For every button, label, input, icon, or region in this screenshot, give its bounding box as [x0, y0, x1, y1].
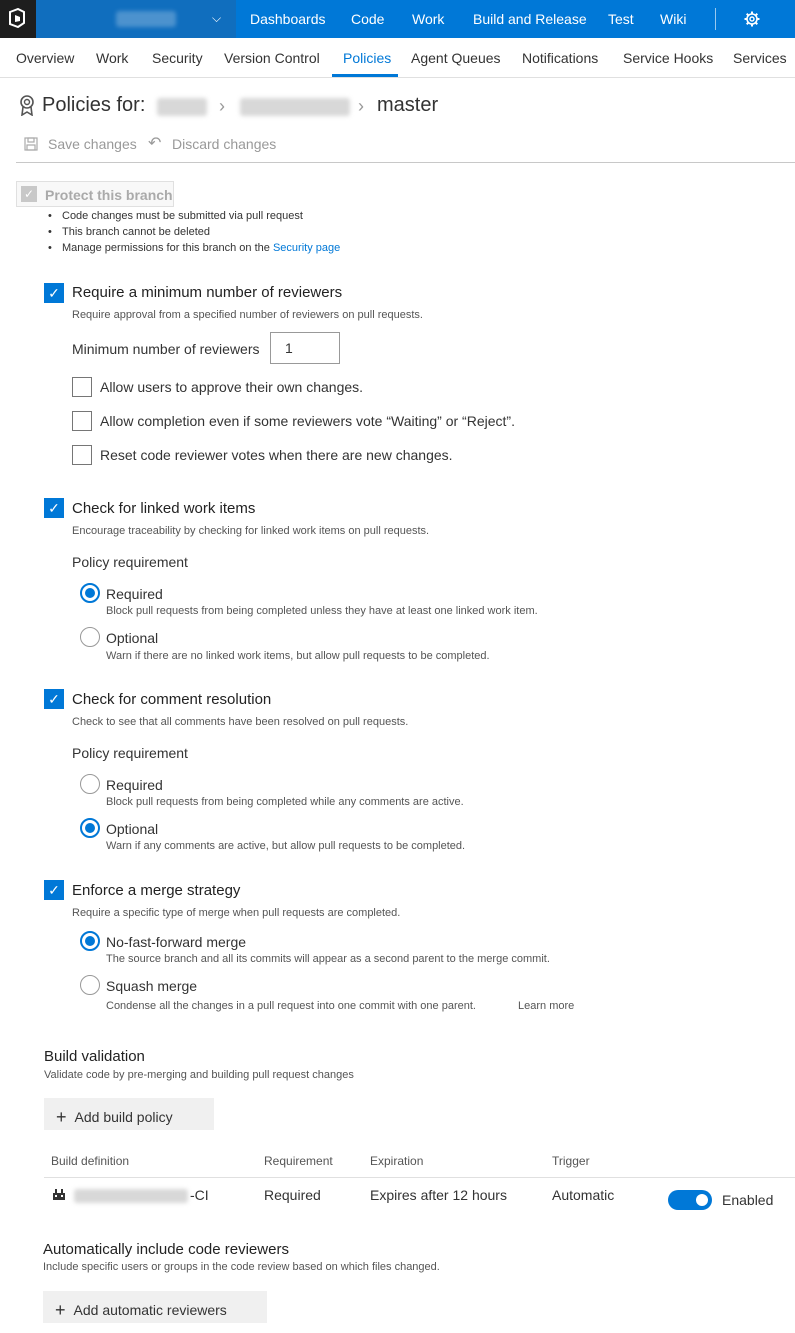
chevron-down-icon: ⌵ — [212, 11, 222, 25]
undo-icon: ↶ — [148, 135, 162, 152]
protect-branch-checkbox[interactable] — [16, 181, 174, 207]
gear-icon[interactable] — [744, 11, 760, 27]
linked-items-optional-label: Optional — [106, 630, 159, 646]
vsts-logo-icon — [7, 8, 27, 28]
allow-self-approve-label: Allow users to approve their own changes. — [100, 379, 364, 395]
linked-items-required-label: Required — [106, 586, 163, 602]
hub-work[interactable]: Work — [412, 11, 445, 27]
add-automatic-reviewers-label: Add automatic reviewers — [73, 1302, 227, 1318]
enabled-toggle[interactable] — [668, 1190, 712, 1210]
merge-strategy-title: Enforce a merge strategy — [72, 882, 241, 899]
auto-reviewers-desc: Include specific users or groups in the code review based on which files changed. — [43, 1261, 440, 1273]
page-title: Policies for: — [42, 94, 146, 116]
toolbar-divider — [16, 162, 795, 163]
comment-resolution-required-radio[interactable] — [80, 774, 100, 794]
hub-dashboards[interactable]: Dashboards — [250, 11, 326, 27]
comment-resolution-optional-desc: Warn if any comments are active, but allow pull requests to be completed. — [106, 840, 466, 852]
comment-resolution-requirement-label: Policy requirement — [72, 745, 188, 761]
build-trigger: Automatic — [552, 1187, 615, 1203]
hub-build-release[interactable]: Build and Release — [473, 11, 587, 27]
breadcrumb-project-redacted[interactable] — [157, 98, 207, 116]
comment-resolution-checkbox[interactable]: ✓ — [44, 689, 64, 709]
top-bar — [0, 0, 795, 38]
min-reviewers-title: Require a minimum number of reviewers — [72, 284, 343, 301]
add-automatic-reviewers-button[interactable] — [43, 1291, 267, 1323]
linked-items-checkbox[interactable]: ✓ — [44, 498, 64, 518]
min-reviewers-input[interactable]: 1 — [270, 332, 340, 364]
tab-policies[interactable]: Policies — [343, 50, 392, 66]
tab-service-hooks[interactable]: Service Hooks — [623, 50, 714, 66]
merge-strategy-desc: Require a specific type of merge when pull requests are completed. — [72, 907, 401, 919]
allow-completion-label: Allow completion even if some reviewers vote “Waiting” or “Reject”. — [100, 413, 515, 429]
comment-resolution-required-desc: Block pull requests from being completed while any comments are active. — [106, 796, 464, 808]
list-item: • Code changes must be submitted via pull request — [48, 210, 340, 226]
add-build-policy-button[interactable] — [44, 1098, 214, 1130]
linked-items-desc: Encourage traceability by checking for linked work items on pull requests. — [72, 525, 430, 537]
no-fast-forward-radio[interactable] — [80, 931, 100, 951]
linked-items-required-radio[interactable] — [80, 583, 100, 603]
min-reviewers-desc: Require approval from a specified number of reviewers on pull requests. — [72, 309, 423, 321]
breadcrumb-separator: › — [219, 96, 225, 116]
allow-self-approve-checkbox[interactable] — [72, 377, 92, 397]
column-header: Trigger — [552, 1154, 590, 1168]
reset-votes-label: Reset code reviewer votes when there are new changes. — [100, 447, 453, 463]
tab-version-control[interactable]: Version Control — [224, 50, 320, 66]
tab-services[interactable]: Services — [733, 50, 787, 66]
reset-votes-checkbox[interactable] — [72, 445, 92, 465]
save-changes-button[interactable]: Save changes — [48, 136, 137, 152]
breadcrumb-repo-redacted[interactable] — [240, 98, 350, 116]
build-definition-suffix: -CI — [190, 1187, 209, 1203]
allow-completion-checkbox[interactable] — [72, 411, 92, 431]
squash-merge-desc: Condense all the changes in a pull request into one commit with one parent. — [106, 1000, 476, 1012]
hub-test[interactable]: Test — [608, 11, 634, 27]
topbar-divider — [715, 8, 716, 30]
min-reviewers-checkbox[interactable]: ✓ — [44, 283, 64, 303]
build-definition-name-redacted[interactable] — [74, 1189, 188, 1203]
add-build-policy-label: Add build policy — [74, 1109, 173, 1125]
tab-security[interactable]: Security — [152, 50, 203, 66]
linked-items-optional-desc: Warn if there are no linked work items, but allow pull requests to be completed. — [106, 650, 490, 662]
no-fast-forward-desc: The source branch and all its commits will appear as a second parent to the merge commit. — [106, 953, 550, 965]
linked-items-required-desc: Block pull requests from being completed unless they have at least one linked work item. — [106, 605, 538, 617]
build-validation-title: Build validation — [44, 1048, 145, 1065]
breadcrumb-branch: master — [377, 94, 439, 116]
linked-items-requirement-label: Policy requirement — [72, 554, 188, 570]
vsts-logo[interactable] — [0, 0, 36, 38]
auto-reviewers-title: Automatically include code reviewers — [43, 1241, 289, 1258]
column-header: Expiration — [370, 1154, 424, 1168]
comment-resolution-title: Check for comment resolution — [72, 691, 272, 708]
list-item — [48, 242, 340, 258]
table-divider — [44, 1177, 795, 1178]
checkmark-icon: ✓ — [21, 186, 37, 202]
tab-agent-queues[interactable]: Agent Queues — [411, 50, 501, 66]
column-header: Build definition — [51, 1154, 130, 1168]
linked-items-optional-radio[interactable] — [80, 627, 100, 647]
tab-notifications[interactable]: Notifications — [522, 50, 599, 66]
build-expiration: Expires after 12 hours — [370, 1187, 507, 1203]
plus-icon: + — [55, 1300, 66, 1320]
list-item: • This branch cannot be deleted — [48, 226, 340, 242]
discard-changes-button[interactable]: Discard changes — [172, 136, 277, 152]
build-icon — [52, 1187, 66, 1201]
project-name-redacted — [116, 11, 176, 27]
active-tab-indicator — [332, 74, 398, 77]
column-header: Requirement — [264, 1154, 333, 1168]
breadcrumb-separator: › — [358, 96, 364, 116]
comment-resolution-optional-label: Optional — [106, 821, 159, 837]
comment-resolution-optional-radio[interactable] — [80, 818, 100, 838]
build-requirement: Required — [264, 1187, 321, 1203]
comment-resolution-required-label: Required — [106, 777, 163, 793]
tab-overview[interactable]: Overview — [16, 50, 75, 66]
squash-merge-label: Squash merge — [106, 978, 198, 994]
min-reviewers-field-label: Minimum number of reviewers — [72, 341, 260, 357]
hub-wiki[interactable]: Wiki — [660, 11, 687, 27]
protect-branch-label: Protect this branch — [45, 187, 173, 203]
no-fast-forward-label: No-fast-forward merge — [106, 934, 247, 950]
enabled-label: Enabled — [722, 1192, 774, 1208]
hub-code[interactable]: Code — [351, 11, 385, 27]
policy-ribbon-icon — [18, 94, 36, 116]
tab-work[interactable]: Work — [96, 50, 129, 66]
merge-strategy-checkbox[interactable]: ✓ — [44, 880, 64, 900]
build-validation-desc: Validate code by pre-merging and building pull request changes — [44, 1069, 354, 1081]
permissions-text: Manage permissions for this branch on the — [62, 242, 273, 254]
protect-branch-rules — [48, 210, 340, 258]
save-icon — [24, 137, 38, 151]
linked-items-title: Check for linked work items — [72, 500, 256, 517]
plus-icon: + — [56, 1107, 67, 1127]
squash-merge-radio[interactable] — [80, 975, 100, 995]
project-selector[interactable] — [36, 0, 236, 38]
comment-resolution-desc: Check to see that all comments have been resolved on pull requests. — [72, 716, 409, 728]
learn-more-link[interactable]: Learn more — [518, 1000, 575, 1012]
security-page-link[interactable]: Security page — [272, 242, 341, 254]
admin-tabs — [0, 38, 795, 78]
